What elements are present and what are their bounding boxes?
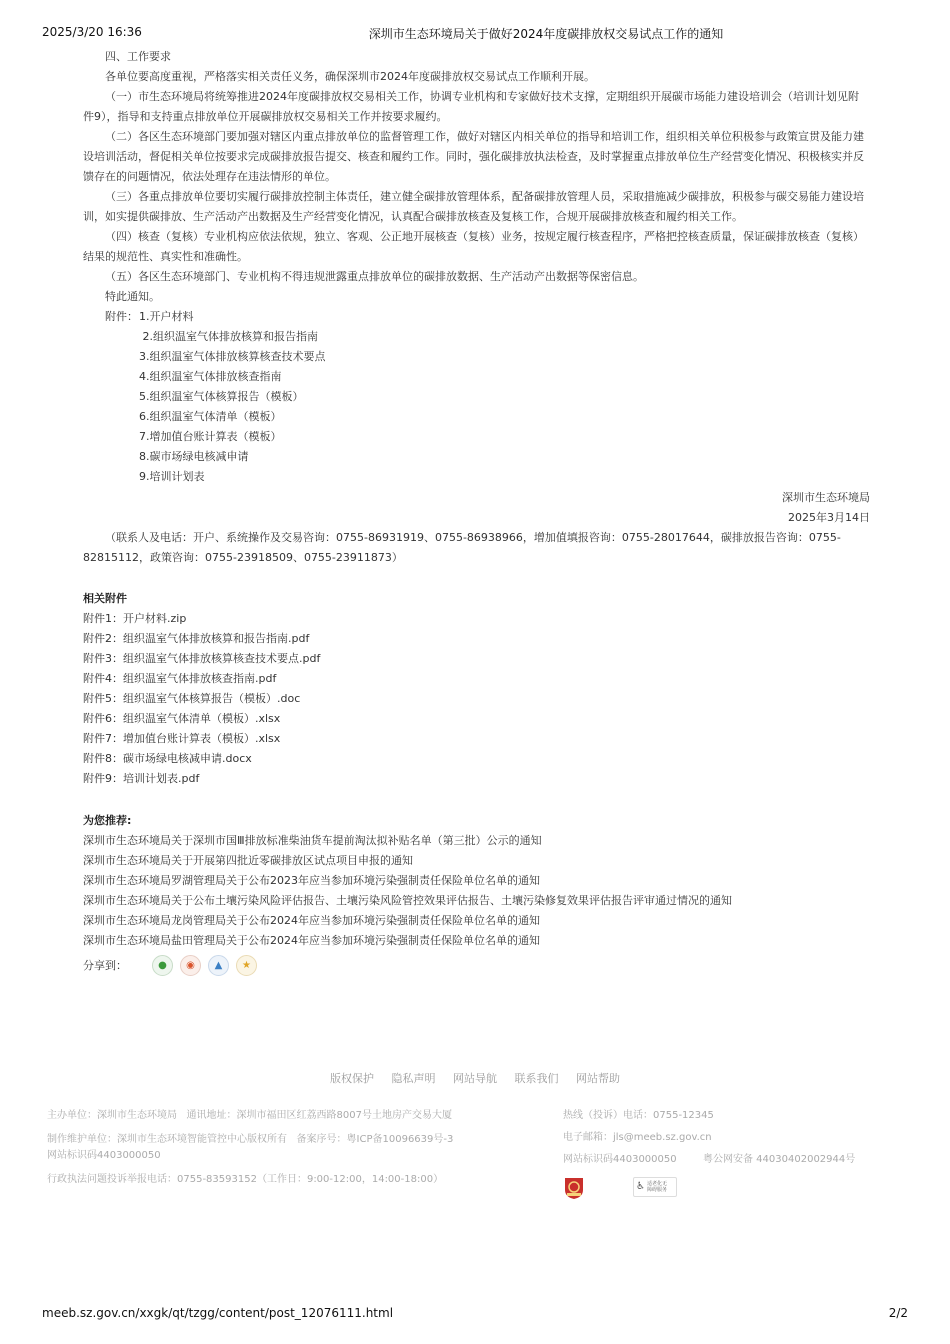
footer-sponsor: 主办单位：深圳市生态环境局 通讯地址：深圳市福田区红荔西路8007号土地房产交易大厦 xyxy=(47,1110,452,1121)
attachment-download-link[interactable]: 附件1：开户材料.zip xyxy=(83,612,187,625)
intro-paragraph: 各单位要高度重视，严格落实相关责任义务，确保深圳市2024年度碳排放权交易试点工作顺利开展。 xyxy=(105,70,595,83)
share-bar xyxy=(83,955,257,976)
accessibility-icon: ♿ xyxy=(636,1181,645,1192)
print-page-number: 2/2 xyxy=(888,1306,908,1320)
recommend-link[interactable]: 深圳市生态环境局罗湖管理局关于公布2023年应当参加环境污染强制责任保险单位名单的通知 xyxy=(83,874,540,887)
footer-link-contact[interactable]: 联系我们 xyxy=(514,1072,559,1085)
notice-closing: 特此通知。 xyxy=(105,290,160,303)
requirement-item-5: （五）各区生态环境部门、专业机构不得违规泄露重点排放单位的碳排放数据、生产活动产出数据等保密信息。 xyxy=(105,270,644,283)
attachment-item: 6.组织温室气体清单（模板） xyxy=(139,410,282,423)
footer-police-record[interactable]: 粤公网安备 44030402002944号 xyxy=(703,1154,856,1165)
footer-link-copyright[interactable]: 版权保护 xyxy=(330,1072,374,1085)
footer-email: 电子邮箱：jls@meeb.sz.gov.cn xyxy=(563,1132,712,1143)
attachment-item: 3.组织温室气体排放核算核查技术要点 xyxy=(139,350,326,363)
requirement-item-2: （二）各区生态环境部门要加强对辖区内重点排放单位的监督管理工作，做好对辖区内相关单位的指导和培训工作，组织相关单位积极参与政策宣贯及能力建设培训活动，督促相关单位按要求完成碳排放报告提交、核查和履约工作。同时，强化碳排放执法检查，及时掌握重点排放单位生产经营变化情况、积极核实并反馈存在的问题情况，依法处理存在违法情形的单位。 xyxy=(83,130,864,183)
recommend-link[interactable]: 深圳市生态环境局关于公布土壤污染风险评估报告、土壤污染风险管控效果评估报告、土壤污染修复效果评估报告评审通过情况的通知 xyxy=(83,894,732,907)
attachment-download-link[interactable]: 附件8：碳市场绿电核减申请.docx xyxy=(83,752,252,765)
recommend-link[interactable]: 深圳市生态环境局关于深圳市国Ⅲ排放标准柴油货车提前淘汰拟补贴名单（第三批）公示的通知 xyxy=(83,834,542,847)
attachment-list xyxy=(139,307,326,487)
requirement-item-1: （一）市生态环境局将统筹推进2024年度碳排放权交易相关工作，协调专业机构和专家做好技术支撑，定期组织开展碳市场能力建设培训会（培训计划见附件9），指导和支持重点排放单位开展碳排放权交易相关工作并按要求履约。 xyxy=(83,90,859,123)
section-heading: 四、工作要求 xyxy=(105,50,171,63)
weibo-icon[interactable]: ◉ xyxy=(180,955,201,976)
attachment-item: 4.组织温室气体排放核查指南 xyxy=(139,370,282,383)
requirement-item-4: （四）核查（复核）专业机构应依法依规，独立、客观、公正地开展核查（复核）业务，按规定履行核查程序，严格把控核查质量，保证碳排放核查（复核）结果的规范性、真实性和准确性。 xyxy=(83,230,864,263)
accessibility-badge[interactable] xyxy=(633,1177,677,1197)
related-attachments-heading: 相关附件 xyxy=(83,592,127,605)
recommend-link[interactable]: 深圳市生态环境局龙岗管理局关于公布2024年应当参加环境污染强制责任保险单位名单的通知 xyxy=(83,914,540,927)
issue-date: 2025年3月14日 xyxy=(788,511,870,524)
attachment-download-link[interactable]: 附件6：组织温室气体清单（模板）.xlsx xyxy=(83,712,281,725)
qzone-icon[interactable]: ★ xyxy=(236,955,257,976)
footer-site-code: 网站标识码4403000050 xyxy=(47,1150,161,1161)
contact-info: （联系人及电话：开户、系统操作及交易咨询：0755-86931919、0755-86938966，增加值填报咨询：0755-28017644，碳排放报告咨询：0755-82815112，政策咨询：0755-23918509、0755-23911873） xyxy=(83,531,841,564)
attachment-download-link[interactable]: 附件2：组织温室气体排放核算和报告指南.pdf xyxy=(83,632,310,645)
gov-site-badge-icon[interactable] xyxy=(563,1176,585,1204)
print-datetime: 2025/3/20 16:36 xyxy=(42,25,142,39)
footer-site-code-right: 网站标识码4403000050 xyxy=(563,1154,677,1165)
attachment-item: 9.培训计划表 xyxy=(139,470,205,483)
print-page-title: 深圳市生态环境局关于做好2024年度碳排放权交易试点工作的通知 xyxy=(368,27,724,41)
footer-link-privacy[interactable]: 隐私声明 xyxy=(391,1072,436,1085)
attachment-download-link[interactable]: 附件9：培训计划表.pdf xyxy=(83,772,200,785)
attachment-download-link[interactable]: 附件4：组织温室气体排放核查指南.pdf xyxy=(83,672,277,685)
attachments-label: 附件： xyxy=(105,310,138,323)
recommend-link[interactable]: 深圳市生态环境局盐田管理局关于公布2024年应当参加环境污染强制责任保险单位名单的通知 xyxy=(83,934,540,947)
share-label: 分享到： xyxy=(83,958,127,972)
attachment-item: 8.碳市场绿电核减申请 xyxy=(139,450,249,463)
footer-right xyxy=(563,1108,903,1168)
print-page-url: meeb.sz.gov.cn/xxgk/qt/tzgg/content/post_12076111.html xyxy=(42,1306,394,1320)
issuer: 深圳市生态环境局 xyxy=(782,491,870,504)
related-attachments-list xyxy=(83,609,320,789)
footer-hotline: 热线（投诉）电话：0755-12345 xyxy=(563,1110,714,1121)
footer-left xyxy=(47,1108,517,1188)
attachment-item: 5.组织温室气体核算报告（模板） xyxy=(139,390,304,403)
requirement-item-3: （三）各重点排放单位要切实履行碳排放控制主体责任，建立健全碳排放管理体系，配备碳排放管理人员，采取措施减少碳排放，积极参与碳交易能力建设培训，如实提供碳排放、生产活动产出数据及生产经营变化情况，认真配合碳排放核查及复核工作，合规开展碳排放核查和履约相关工作。 xyxy=(83,190,864,223)
attachment-item: 2.组织温室气体排放核算和报告指南 xyxy=(139,330,318,343)
footer-link-help[interactable]: 网站帮助 xyxy=(576,1072,620,1085)
attachment-item: 7.增加值台账计算表（模板） xyxy=(139,430,282,443)
qq-icon[interactable]: ▲ xyxy=(208,955,229,976)
attachment-download-link[interactable]: 附件3：组织温室气体排放核算核查技术要点.pdf xyxy=(83,652,321,665)
attachment-download-link[interactable]: 附件7：增加值台账计算表（模板）.xlsx xyxy=(83,732,281,745)
footer-nav xyxy=(0,1070,950,1086)
attachment-item: 1.开户材料 xyxy=(139,310,194,323)
attachment-download-link[interactable]: 附件5：组织温室气体核算报告（模板）.doc xyxy=(83,692,301,705)
recommend-heading: 为您推荐: xyxy=(83,814,132,827)
recommend-link[interactable]: 深圳市生态环境局关于开展第四批近零碳排放区试点项目申报的通知 xyxy=(83,854,413,867)
footer-maintainer: 制作维护单位：深圳市生态环境智能管控中心版权所有 备案序号：粤ICP备10096639号-3 xyxy=(47,1134,454,1145)
wechat-icon[interactable]: ● xyxy=(152,955,173,976)
accessibility-badge-text: 适老化无障碍服务 xyxy=(646,1181,667,1193)
recommend-list xyxy=(83,831,732,951)
footer-complaint-phone: 行政执法问题投诉举报电话：0755-83593152（工作日：9:00-12:00，14:00-18:00） xyxy=(47,1174,444,1185)
footer-link-sitemap[interactable]: 网站导航 xyxy=(453,1072,497,1085)
